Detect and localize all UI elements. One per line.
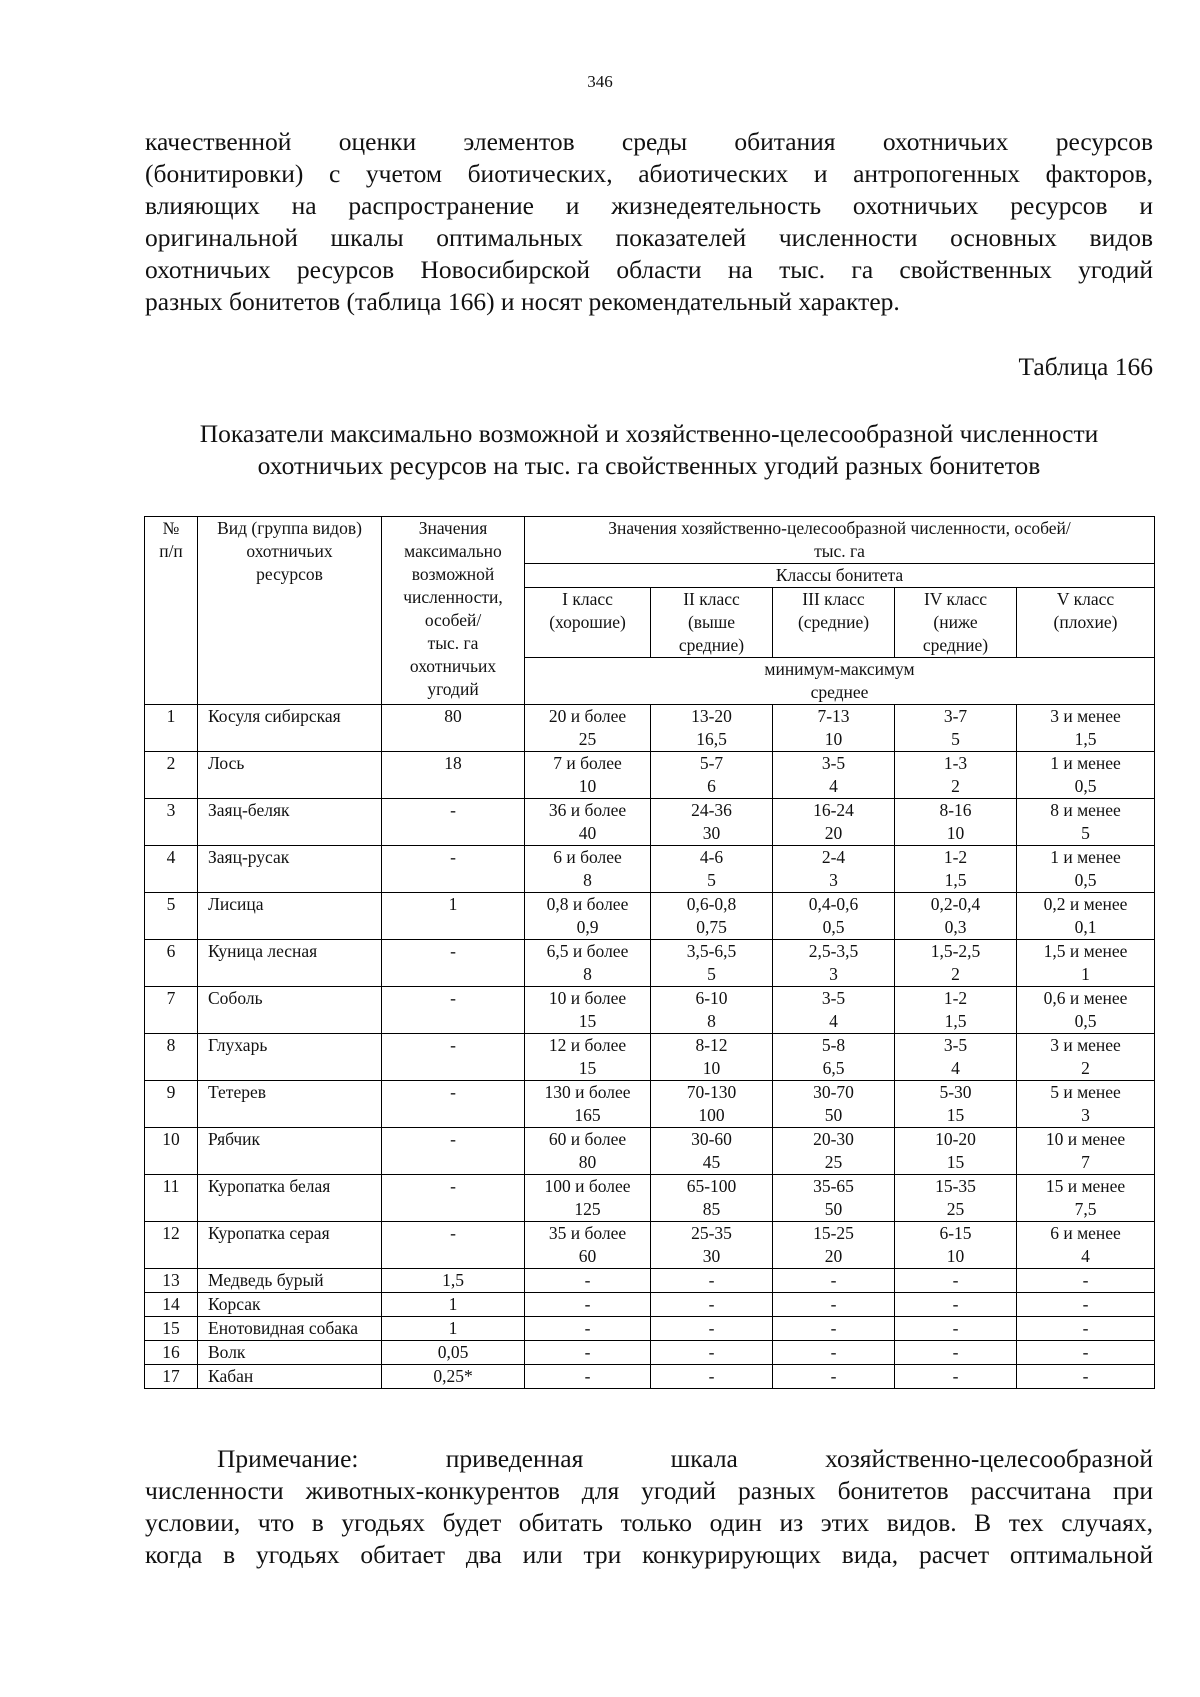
row-number: 16 (145, 1341, 198, 1365)
table-row (145, 752, 1155, 776)
value-cell: - (773, 1365, 895, 1389)
header-class (525, 588, 651, 658)
range-cell: 0,8 и более (525, 893, 651, 917)
value-cell: - (895, 1269, 1017, 1293)
range-cell: 0,2 и менее (1017, 893, 1155, 917)
mean-cell: 3 (1017, 1104, 1155, 1128)
table-row (145, 1317, 1155, 1341)
range-cell: 5-8 (773, 1034, 895, 1058)
row-number: 1 (145, 705, 198, 752)
header-text: I класс (562, 589, 613, 609)
row-number: 2 (145, 752, 198, 799)
table-row (145, 1128, 1155, 1152)
value-cell: - (651, 1317, 773, 1341)
range-cell: 15-25 (773, 1222, 895, 1246)
header-class (651, 588, 773, 658)
mean-cell: 8 (651, 1010, 773, 1034)
mean-cell: 7,5 (1017, 1198, 1155, 1222)
value-cell: - (651, 1341, 773, 1365)
max-value: - (382, 1128, 525, 1175)
range-cell: 6 и менее (1017, 1222, 1155, 1246)
header-text: Значения (418, 518, 488, 538)
header-text: (выше (687, 612, 736, 632)
range-cell: 16-24 (773, 799, 895, 823)
mean-cell: 100 (651, 1104, 773, 1128)
table-row (145, 799, 1155, 823)
value-cell: - (525, 1365, 651, 1389)
max-value: 80 (382, 705, 525, 752)
mean-cell: 10 (651, 1057, 773, 1081)
value-cell: - (1017, 1341, 1155, 1365)
mean-cell: 30 (651, 1245, 773, 1269)
table-row (145, 846, 1155, 870)
mean-cell: 6 (651, 775, 773, 799)
mean-cell: 50 (773, 1104, 895, 1128)
max-value: 1 (382, 1317, 525, 1341)
max-value: - (382, 940, 525, 987)
range-cell: 3 и менее (1017, 705, 1155, 729)
header-text: особей/ (424, 610, 482, 630)
mean-cell: 5 (1017, 822, 1155, 846)
row-number: 8 (145, 1034, 198, 1081)
value-cell: - (895, 1365, 1017, 1389)
range-cell: 2-4 (773, 846, 895, 870)
header-text: II класс (683, 589, 740, 609)
header-class (895, 588, 1017, 658)
mean-cell: 1,5 (895, 869, 1017, 893)
value-cell: - (1017, 1293, 1155, 1317)
table-row (145, 987, 1155, 1011)
note-paragraph (145, 1443, 1153, 1571)
mean-cell: 5 (651, 869, 773, 893)
species-name: Заяц-русак (198, 846, 382, 893)
mean-cell: 6,5 (773, 1057, 895, 1081)
max-value: - (382, 799, 525, 846)
range-cell: 1 и менее (1017, 752, 1155, 776)
table-row (145, 1034, 1155, 1058)
range-cell: 0,2-0,4 (895, 893, 1017, 917)
mean-cell: 10 (773, 728, 895, 752)
header-text: ресурсов (256, 564, 323, 584)
value-cell: - (1017, 1317, 1155, 1341)
species-name: Куропатка белая (198, 1175, 382, 1222)
intro-line: оригинальной шкалы оптимальных показателей численности основных видов (145, 223, 1153, 252)
mean-cell: 0,1 (1017, 916, 1155, 940)
header-text: возможной (411, 564, 495, 584)
data-table (144, 516, 1155, 1389)
row-number: 6 (145, 940, 198, 987)
range-cell: 1-3 (895, 752, 1017, 776)
row-number: 5 (145, 893, 198, 940)
value-cell: - (895, 1317, 1017, 1341)
range-cell: 12 и более (525, 1034, 651, 1058)
range-cell: 3-5 (773, 752, 895, 776)
max-value: 0,05 (382, 1341, 525, 1365)
header-text: численности, (403, 587, 503, 607)
range-cell: 3,5-6,5 (651, 940, 773, 964)
range-cell: 100 и более (525, 1175, 651, 1199)
range-cell: 1-2 (895, 846, 1017, 870)
table-row (145, 1222, 1155, 1246)
species-name: Корсак (198, 1293, 382, 1317)
max-value: 18 (382, 752, 525, 799)
mean-cell: 0,5 (1017, 869, 1155, 893)
value-cell: - (525, 1269, 651, 1293)
header-text: средние) (922, 635, 989, 655)
value-cell: - (1017, 1269, 1155, 1293)
value-cell: - (773, 1293, 895, 1317)
intro-line: разных бонитетов (таблица 166) и носят рекомендательный характер. (145, 287, 900, 316)
max-value: 1,5 (382, 1269, 525, 1293)
header-text: (ниже (933, 612, 978, 632)
table-label: Таблица 166 (1018, 352, 1153, 381)
range-cell: 10-20 (895, 1128, 1017, 1152)
mean-cell: 25 (895, 1198, 1017, 1222)
range-cell: 0,6 и менее (1017, 987, 1155, 1011)
table-title-line: охотничьих ресурсов на тыс. га свойственных угодий разных бонитетов (257, 451, 1041, 480)
header-text: минимум-максимум (764, 659, 915, 679)
table-title-line: Показатели максимально возможной и хозяйственно-целесообразной численности (199, 419, 1099, 448)
header-text: III класс (802, 589, 865, 609)
mean-cell: 0,9 (525, 916, 651, 940)
mean-cell: 2 (895, 775, 1017, 799)
value-cell: - (773, 1341, 895, 1365)
value-cell: - (895, 1341, 1017, 1365)
header-text: охотничьих (246, 541, 333, 561)
note-word: приведенная (445, 1444, 584, 1473)
range-cell: 8-16 (895, 799, 1017, 823)
max-value: - (382, 1222, 525, 1269)
row-number: 12 (145, 1222, 198, 1269)
species-name: Волк (198, 1341, 382, 1365)
note-line: когда в угодьях обитает два или три конкурирующих вида, расчет оптимальной (145, 1540, 1153, 1569)
range-cell: 1-2 (895, 987, 1017, 1011)
range-cell: 60 и более (525, 1128, 651, 1152)
intro-line: охотничьих ресурсов Новосибирской области на тыс. га свойственных угодий (145, 255, 1153, 284)
mean-cell: 5 (651, 963, 773, 987)
header-text: (плохие) (1053, 612, 1118, 632)
header-text: (хорошие) (549, 612, 626, 632)
header-text: IV класс (923, 589, 988, 609)
header-text: охотничьих (409, 656, 497, 676)
mean-cell: 7 (1017, 1151, 1155, 1175)
range-cell: 1 и менее (1017, 846, 1155, 870)
species-name: Куница лесная (198, 940, 382, 987)
mean-cell: 0,5 (1017, 1010, 1155, 1034)
mean-cell: 8 (525, 963, 651, 987)
value-cell: - (773, 1269, 895, 1293)
value-cell: - (525, 1293, 651, 1317)
range-cell: 15 и менее (1017, 1175, 1155, 1199)
species-name: Куропатка серая (198, 1222, 382, 1269)
header-species (198, 517, 382, 705)
range-cell: 3-5 (895, 1034, 1017, 1058)
value-cell: - (895, 1293, 1017, 1317)
header-class (773, 588, 895, 658)
intro-line: (бонитировки) с учетом биотических, абиотических и антропогенных факторов, (145, 159, 1153, 188)
header-class (1017, 588, 1155, 658)
range-cell: 1,5 и менее (1017, 940, 1155, 964)
species-name: Глухарь (198, 1034, 382, 1081)
mean-cell: 4 (1017, 1245, 1155, 1269)
range-cell: 30-70 (773, 1081, 895, 1105)
header-text: среднее (810, 682, 869, 702)
max-value: 1 (382, 1293, 525, 1317)
row-number: 3 (145, 799, 198, 846)
row-number: 10 (145, 1128, 198, 1175)
note-word: шкала (670, 1444, 738, 1473)
header-text: средние) (678, 635, 745, 655)
max-value: 1 (382, 893, 525, 940)
mean-cell: 4 (895, 1057, 1017, 1081)
range-cell: 130 и более (525, 1081, 651, 1105)
mean-cell: 3 (773, 869, 895, 893)
mean-cell: 4 (773, 775, 895, 799)
intro-line: влияющих на распространение и жизнедеятельность охотничьих ресурсов и (145, 191, 1153, 220)
species-name: Енотовидная собака (198, 1317, 382, 1341)
range-cell: 36 и более (525, 799, 651, 823)
range-cell: 10 и более (525, 987, 651, 1011)
table-row (145, 1341, 1155, 1365)
range-cell: 6,5 и более (525, 940, 651, 964)
header-text: угодий (427, 679, 479, 699)
mean-cell: 2 (895, 963, 1017, 987)
table-row (145, 1175, 1155, 1199)
header-text: тыс. га (814, 541, 865, 561)
value-cell: - (1017, 1365, 1155, 1389)
value-cell: - (651, 1365, 773, 1389)
mean-cell: 8 (525, 869, 651, 893)
header-text: п/п (159, 541, 183, 561)
note-first-line (145, 1443, 1153, 1475)
value-cell: - (525, 1341, 651, 1365)
range-cell: 6-10 (651, 987, 773, 1011)
mean-cell: 0,3 (895, 916, 1017, 940)
range-cell: 6-15 (895, 1222, 1017, 1246)
mean-cell: 10 (895, 822, 1017, 846)
mean-cell: 20 (773, 822, 895, 846)
header-text: Значения хозяйственно-целесообразной численности, особей/ (608, 518, 1071, 538)
range-cell: 5 и менее (1017, 1081, 1155, 1105)
mean-cell: 1,5 (895, 1010, 1017, 1034)
header-max (382, 517, 525, 705)
mean-cell: 80 (525, 1151, 651, 1175)
table-title (145, 418, 1153, 482)
table-row (145, 1081, 1155, 1105)
header-text: № (162, 518, 180, 538)
header-text: (средние) (797, 612, 870, 632)
range-cell: 8-12 (651, 1034, 773, 1058)
mean-cell: 15 (895, 1104, 1017, 1128)
mean-cell: 0,75 (651, 916, 773, 940)
mean-cell: 0,5 (1017, 775, 1155, 799)
max-value: - (382, 1175, 525, 1222)
table-row (145, 1269, 1155, 1293)
mean-cell: 25 (773, 1151, 895, 1175)
value-cell: - (525, 1317, 651, 1341)
table-row (145, 893, 1155, 917)
note-word: хозяйственно-целесообразной (825, 1444, 1153, 1473)
mean-cell: 85 (651, 1198, 773, 1222)
row-number: 15 (145, 1317, 198, 1341)
intro-line: качественной оценки элементов среды обитания охотничьих ресурсов (145, 127, 1153, 156)
range-cell: 20 и более (525, 705, 651, 729)
range-cell: 35 и более (525, 1222, 651, 1246)
mean-cell: 125 (525, 1198, 651, 1222)
species-name: Кабан (198, 1365, 382, 1389)
table-row (145, 940, 1155, 964)
range-cell: 70-130 (651, 1081, 773, 1105)
range-cell: 25-35 (651, 1222, 773, 1246)
row-number: 13 (145, 1269, 198, 1293)
row-number: 17 (145, 1365, 198, 1389)
range-cell: 5-7 (651, 752, 773, 776)
species-name: Рябчик (198, 1128, 382, 1175)
table-row (145, 1365, 1155, 1389)
range-cell: 20-30 (773, 1128, 895, 1152)
note-line: численности животных-конкурентов для угодий разных бонитетов рассчитана при (145, 1476, 1153, 1505)
row-number: 7 (145, 987, 198, 1034)
value-cell: - (651, 1269, 773, 1293)
range-cell: 8 и менее (1017, 799, 1155, 823)
mean-cell: 60 (525, 1245, 651, 1269)
mean-cell: 165 (525, 1104, 651, 1128)
range-cell: 10 и менее (1017, 1128, 1155, 1152)
value-cell: - (651, 1293, 773, 1317)
max-value: 0,25* (382, 1365, 525, 1389)
header-text: тыс. га (427, 633, 479, 653)
range-cell: 24-36 (651, 799, 773, 823)
mean-cell: 10 (525, 775, 651, 799)
mean-cell: 50 (773, 1198, 895, 1222)
species-name: Заяц-беляк (198, 799, 382, 846)
species-name: Косуля сибирская (198, 705, 382, 752)
mean-cell: 1,5 (1017, 728, 1155, 752)
mean-cell: 5 (895, 728, 1017, 752)
range-cell: 4-6 (651, 846, 773, 870)
mean-cell: 10 (895, 1245, 1017, 1269)
range-cell: 6 и более (525, 846, 651, 870)
mean-cell: 16,5 (651, 728, 773, 752)
row-number: 9 (145, 1081, 198, 1128)
mean-cell: 1 (1017, 963, 1155, 987)
range-cell: 13-20 (651, 705, 773, 729)
mean-cell: 15 (895, 1151, 1017, 1175)
range-cell: 7 и более (525, 752, 651, 776)
header-text: максимально (404, 541, 502, 561)
max-value: - (382, 1034, 525, 1081)
table-row (145, 1293, 1155, 1317)
header-classes: Классы бонитета (525, 564, 1155, 588)
mean-cell: 45 (651, 1151, 773, 1175)
range-cell: 5-30 (895, 1081, 1017, 1105)
note-line: условии, что в угодьях будет обитать только один из этих видов. В тех случаях, (145, 1508, 1153, 1537)
row-number: 14 (145, 1293, 198, 1317)
row-number: 11 (145, 1175, 198, 1222)
mean-cell: 0,5 (773, 916, 895, 940)
range-cell: 2,5-3,5 (773, 940, 895, 964)
table-row (145, 705, 1155, 729)
header-econ (525, 517, 1155, 564)
intro-paragraph (145, 126, 1153, 318)
note-word: Примечание: (217, 1444, 359, 1473)
range-cell: 1,5-2,5 (895, 940, 1017, 964)
max-value: - (382, 1081, 525, 1128)
mean-cell: 25 (525, 728, 651, 752)
page-number: 346 (587, 72, 613, 91)
mean-cell: 40 (525, 822, 651, 846)
mean-cell: 2 (1017, 1057, 1155, 1081)
mean-cell: 4 (773, 1010, 895, 1034)
range-cell: 7-13 (773, 705, 895, 729)
header-minmax (525, 658, 1155, 705)
range-cell: 15-35 (895, 1175, 1017, 1199)
range-cell: 3-7 (895, 705, 1017, 729)
row-number: 4 (145, 846, 198, 893)
range-cell: 30-60 (651, 1128, 773, 1152)
range-cell: 35-65 (773, 1175, 895, 1199)
range-cell: 0,6-0,8 (651, 893, 773, 917)
mean-cell: 15 (525, 1010, 651, 1034)
mean-cell: 3 (773, 963, 895, 987)
max-value: - (382, 846, 525, 893)
range-cell: 3 и менее (1017, 1034, 1155, 1058)
species-name: Медведь бурый (198, 1269, 382, 1293)
range-cell: 65-100 (651, 1175, 773, 1199)
mean-cell: 30 (651, 822, 773, 846)
header-num (145, 517, 198, 705)
mean-cell: 20 (773, 1245, 895, 1269)
max-value: - (382, 987, 525, 1034)
range-cell: 3-5 (773, 987, 895, 1011)
species-name: Лось (198, 752, 382, 799)
range-cell: 0,4-0,6 (773, 893, 895, 917)
species-name: Тетерев (198, 1081, 382, 1128)
species-name: Лисица (198, 893, 382, 940)
mean-cell: 15 (525, 1057, 651, 1081)
value-cell: - (773, 1317, 895, 1341)
header-text: V класс (1056, 589, 1115, 609)
header-text: Вид (группа видов) (217, 518, 362, 538)
species-name: Соболь (198, 987, 382, 1034)
